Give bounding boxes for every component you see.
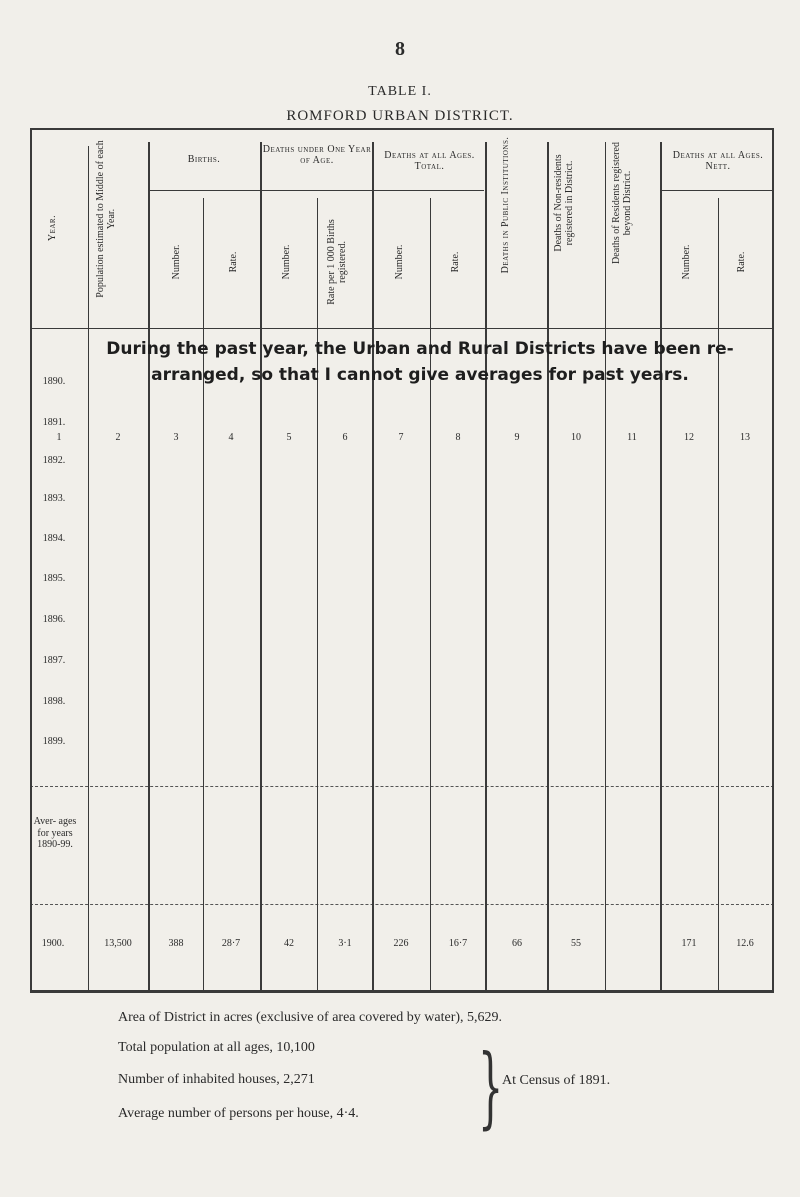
table-top-border bbox=[30, 128, 774, 130]
header-nett-number: Number. bbox=[681, 244, 692, 280]
col-divider bbox=[660, 142, 662, 990]
births-group-rule bbox=[148, 190, 260, 191]
col-divider bbox=[430, 198, 431, 990]
table-left-border bbox=[30, 128, 32, 993]
column-number: 10 bbox=[571, 432, 581, 443]
year-label: 1893. bbox=[42, 493, 66, 504]
header-residents-beyond: Deaths of Residents registered beyond District. bbox=[611, 142, 633, 264]
header-deaths-total-rate: Rate. bbox=[450, 251, 461, 273]
column-number: 5 bbox=[286, 432, 292, 443]
header-deaths-total: Deaths at all Ages. Total. bbox=[384, 150, 475, 172]
table-right-border bbox=[772, 128, 774, 993]
year-label: 1891. bbox=[42, 417, 66, 428]
averages-top-rule bbox=[30, 786, 774, 788]
col-divider bbox=[605, 142, 606, 990]
header-infant-number: Number. bbox=[281, 244, 292, 280]
header-infant-rate: Rate per 1 000 Births registered. bbox=[326, 219, 348, 305]
col-divider bbox=[718, 198, 719, 990]
brace-glyph: } bbox=[478, 1035, 504, 1138]
row-1900-population: 13,500 bbox=[104, 938, 132, 949]
col-divider bbox=[260, 142, 262, 990]
year-label: 1898. bbox=[42, 696, 66, 707]
row-1900-year: 1900. bbox=[41, 938, 65, 949]
deaths-group-rule bbox=[372, 190, 484, 191]
column-number: 9 bbox=[514, 432, 520, 443]
header-year: Year. bbox=[47, 214, 58, 242]
column-number: 13 bbox=[740, 432, 750, 443]
row-1900-public-institutions: 66 bbox=[512, 938, 522, 949]
footer-census: At Census of 1891. bbox=[502, 1073, 611, 1088]
column-number: 3 bbox=[173, 432, 179, 443]
year-label: 1897. bbox=[42, 655, 66, 666]
statistics-table bbox=[30, 128, 774, 993]
column-number: 8 bbox=[455, 432, 461, 443]
year-label: 1892. bbox=[42, 455, 66, 466]
header-births: Births. bbox=[187, 154, 221, 165]
col-divider bbox=[317, 198, 318, 990]
row-1900-non-residents: 55 bbox=[571, 938, 581, 949]
footer-area: Area of District in acres (exclusive of area covered by water), 5,629. bbox=[118, 1010, 503, 1025]
header-non-residents: Deaths of Non-residents registered in District. bbox=[553, 154, 575, 252]
row-1900-infant-number: 42 bbox=[284, 938, 294, 949]
col-divider bbox=[372, 142, 374, 990]
year-label: 1899. bbox=[42, 736, 66, 747]
column-number: 6 bbox=[342, 432, 348, 443]
col-divider bbox=[485, 142, 487, 990]
page-number: 8 bbox=[395, 38, 405, 60]
header-deaths-total-number: Number. bbox=[394, 244, 405, 280]
column-number: 7 bbox=[398, 432, 404, 443]
year-label: 1895. bbox=[42, 573, 66, 584]
header-bottom-rule bbox=[30, 328, 774, 329]
row-1900-births-number: 388 bbox=[168, 938, 184, 949]
rearrangement-notice: During the past year, the Urban and Rural Districts have been re-arranged, so that I cannot give averages for past years. bbox=[106, 339, 734, 385]
header-population: Population estimated to Middle of each Year. bbox=[95, 140, 117, 298]
header-births-number: Number. bbox=[171, 244, 182, 280]
row-1900-nett-rate: 12.6 bbox=[736, 938, 754, 949]
averages-bottom-rule bbox=[30, 904, 774, 906]
year-label: 1890. bbox=[42, 376, 66, 387]
header-infant-deaths: Deaths under One Year of Age. bbox=[262, 144, 372, 166]
header-public-institutions: Deaths in Public Institutions. bbox=[500, 136, 511, 274]
column-number: 4 bbox=[228, 432, 234, 443]
year-label: 1896. bbox=[42, 614, 66, 625]
col-divider bbox=[203, 198, 204, 990]
col-divider bbox=[547, 142, 549, 990]
table-bottom-border bbox=[30, 990, 774, 993]
header-births-rate: Rate. bbox=[228, 251, 239, 273]
district-title: ROMFORD URBAN DISTRICT. bbox=[286, 108, 514, 124]
row-1900-deaths-rate: 16·7 bbox=[448, 938, 468, 949]
row-1900-births-rate: 28·7 bbox=[221, 938, 241, 949]
row-1900-infant-rate: 3·1 bbox=[338, 938, 352, 949]
footer-population: Total population at all ages, 10,100 bbox=[118, 1040, 315, 1055]
footer-persons: Average number of persons per house, 4·4. bbox=[118, 1106, 359, 1121]
column-number: 1 bbox=[56, 432, 62, 443]
averages-label: Aver- ages for years 1890-99. bbox=[33, 816, 77, 850]
column-number: 12 bbox=[684, 432, 694, 443]
column-number: 11 bbox=[627, 432, 637, 443]
col-divider bbox=[148, 142, 150, 990]
nett-group-rule bbox=[660, 190, 774, 191]
table-title: TABLE I. bbox=[368, 84, 432, 99]
row-1900-nett-number: 171 bbox=[681, 938, 697, 949]
column-number: 2 bbox=[115, 432, 121, 443]
footer-houses: Number of inhabited houses, 2,271 bbox=[118, 1072, 315, 1087]
header-deaths-nett: Deaths at all Ages. Nett. bbox=[672, 150, 764, 172]
header-nett-rate: Rate. bbox=[736, 251, 747, 273]
year-label: 1894. bbox=[42, 533, 66, 544]
col-divider bbox=[88, 146, 89, 990]
row-1900-deaths-number: 226 bbox=[393, 938, 409, 949]
infant-group-rule bbox=[260, 190, 372, 191]
